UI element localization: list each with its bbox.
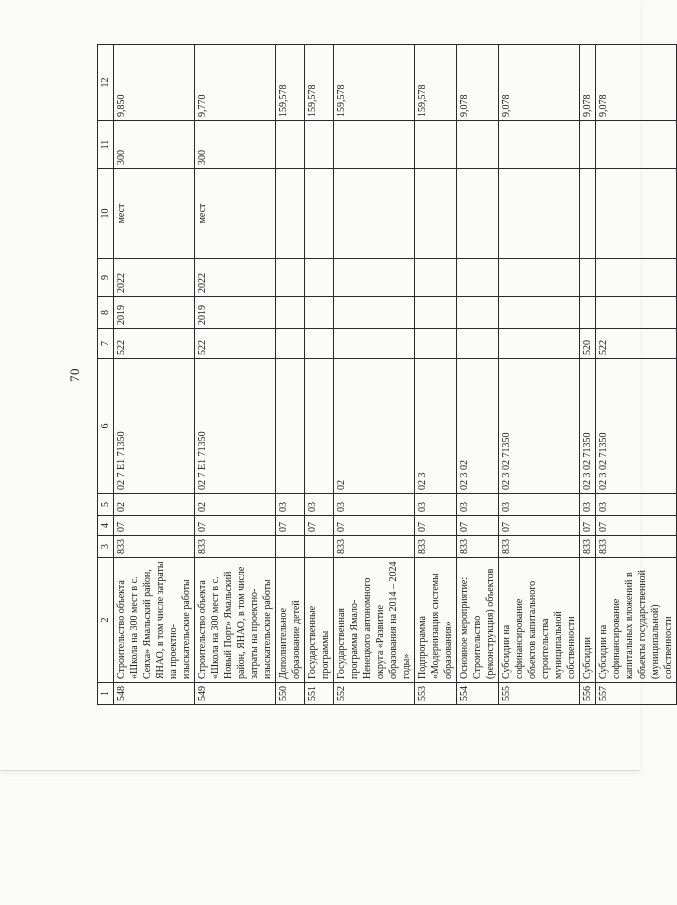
cell-expense-type-code: 522 [195,329,276,359]
cell-target-item-code: 02 7 Е1 71350 [195,359,276,494]
cell-capacity-value [457,121,499,169]
cell-row-number: 553 [415,683,457,705]
cell-section-code: 07 [415,516,457,536]
cell-start-year [580,297,596,329]
column-header-11: 11 [98,121,114,169]
cell-end-year [457,259,499,297]
cell-target-item-code: 02 [334,359,415,494]
cell-capacity-unit [415,169,457,259]
cell-row-number: 549 [195,683,276,705]
cell-subsection-code: 03 [276,494,305,516]
cell-row-number: 557 [596,683,677,705]
cell-amount: 159,578 [276,45,305,121]
cell-start-year [276,297,305,329]
cell-capacity-value [580,121,596,169]
cell-item-name: Дополнительное образование детей [276,558,305,683]
cell-section-code: 07 [114,516,195,536]
cell-amount: 159,578 [415,45,457,121]
cell-row-number: 550 [276,683,305,705]
column-header-9: 9 [98,259,114,297]
cell-start-year: 2019 [114,297,195,329]
cell-row-number: 552 [334,683,415,705]
cell-start-year [499,297,580,329]
cell-start-year [334,297,415,329]
column-header-7: 7 [98,329,114,359]
column-header-6: 6 [98,359,114,494]
rotated-content [67,45,674,705]
cell-capacity-value [305,121,334,169]
cell-section-code: 07 [580,516,596,536]
cell-capacity-unit [499,169,580,259]
cell-expense-type-code [276,329,305,359]
cell-capacity-unit [457,169,499,259]
budget-table [97,44,677,705]
cell-ministry-code: 833 [580,536,596,558]
cell-section-code: 07 [305,516,334,536]
cell-subsection-code: 02 [114,494,195,516]
cell-ministry-code [276,536,305,558]
table-row [580,45,596,705]
cell-start-year: 2019 [195,297,276,329]
cell-subsection-code: 03 [305,494,334,516]
cell-section-code: 07 [596,516,677,536]
cell-capacity-unit [334,169,415,259]
cell-start-year [457,297,499,329]
table-row [276,45,305,705]
table-row [195,45,276,705]
cell-ministry-code: 833 [114,536,195,558]
cell-end-year: 2022 [195,259,276,297]
cell-item-name: Государственные программы [305,558,334,683]
cell-item-name: Субсидии на софинансирование капитальных вложений в объекты государственной (муниципальной) собственности [596,558,677,683]
cell-capacity-value [334,121,415,169]
cell-item-name: Подпрограмма «Модернизация системы образования» [415,558,457,683]
cell-section-code: 07 [499,516,580,536]
table-row [305,45,334,705]
cell-ministry-code: 833 [195,536,276,558]
cell-capacity-value [499,121,580,169]
column-header-1: 1 [98,683,114,705]
cell-end-year [276,259,305,297]
column-header-12: 12 [98,45,114,121]
cell-row-number: 554 [457,683,499,705]
cell-end-year [499,259,580,297]
cell-target-item-code [305,359,334,494]
cell-row-number: 556 [580,683,596,705]
cell-capacity-value [276,121,305,169]
table-row [334,45,415,705]
cell-subsection-code: 02 [195,494,276,516]
cell-end-year [580,259,596,297]
table-row [499,45,580,705]
cell-capacity-unit [580,169,596,259]
cell-capacity-unit: мест [114,169,195,259]
cell-row-number: 548 [114,683,195,705]
cell-item-name: Строительство объекта «Школа на 300 мест в с. Сеяха» Ямальский район, ЯНАО, в том числе затраты на проектно-изыскательские работы [114,558,195,683]
cell-item-name: Субсидии [580,558,596,683]
column-header-3: 3 [98,536,114,558]
cell-subsection-code: 03 [457,494,499,516]
column-header-2: 2 [98,558,114,683]
cell-section-code: 07 [334,516,415,536]
cell-ministry-code: 833 [334,536,415,558]
cell-capacity-value: 300 [195,121,276,169]
cell-end-year [305,259,334,297]
cell-capacity-unit [276,169,305,259]
cell-item-name: Основное мероприятие: Строительство (реконструкция) объектов [457,558,499,683]
cell-ministry-code [305,536,334,558]
cell-amount: 159,578 [305,45,334,121]
cell-subsection-code: 03 [596,494,677,516]
cell-end-year [596,259,677,297]
cell-expense-type-code [415,329,457,359]
cell-item-name: Строительство объекта «Школа на 300 мест в с. Новый Порт» Ямальский район, ЯНАО, в том числе затраты на проектно-изыскательские работы [195,558,276,683]
cell-capacity-unit: мест [195,169,276,259]
cell-amount: 9,770 [195,45,276,121]
table-row [114,45,195,705]
cell-expense-type-code: 522 [596,329,677,359]
cell-capacity-value [415,121,457,169]
page-number: 70 [67,368,82,382]
table-body [114,45,677,705]
column-header-8: 8 [98,297,114,329]
cell-target-item-code: 02 3 [415,359,457,494]
cell-capacity-value [596,121,677,169]
header-row [98,45,114,705]
cell-amount: 9,078 [457,45,499,121]
cell-ministry-code: 833 [415,536,457,558]
column-header-10: 10 [98,169,114,259]
cell-target-item-code [276,359,305,494]
cell-target-item-code: 02 3 02 71350 [580,359,596,494]
cell-row-number: 555 [499,683,580,705]
cell-target-item-code: 02 3 02 71350 [596,359,677,494]
cell-subsection-code: 03 [334,494,415,516]
cell-amount: 9,078 [580,45,596,121]
cell-ministry-code: 833 [457,536,499,558]
cell-section-code: 07 [276,516,305,536]
table-header [98,45,114,705]
cell-start-year [596,297,677,329]
cell-capacity-unit [596,169,677,259]
cell-end-year: 2022 [114,259,195,297]
cell-end-year [415,259,457,297]
cell-start-year [415,297,457,329]
cell-subsection-code: 03 [499,494,580,516]
cell-amount: 159,578 [334,45,415,121]
cell-ministry-code: 833 [499,536,580,558]
column-header-4: 4 [98,516,114,536]
cell-amount: 9,078 [499,45,580,121]
cell-target-item-code: 02 3 02 71350 [499,359,580,494]
cell-item-name: Государственная программа Ямало-Ненецкого автономного округа «Развитие образования на 2014 – 2024 годы» [334,558,415,683]
cell-subsection-code: 03 [580,494,596,516]
cell-ministry-code: 833 [596,536,677,558]
cell-expense-type-code [334,329,415,359]
cell-expense-type-code: 520 [580,329,596,359]
table-row [415,45,457,705]
cell-amount: 9,078 [596,45,677,121]
cell-expense-type-code [457,329,499,359]
cell-row-number: 551 [305,683,334,705]
cell-section-code: 07 [457,516,499,536]
cell-expense-type-code [305,329,334,359]
cell-amount: 9,850 [114,45,195,121]
cell-target-item-code: 02 3 02 [457,359,499,494]
cell-end-year [334,259,415,297]
cell-capacity-value: 300 [114,121,195,169]
cell-section-code: 07 [195,516,276,536]
cell-item-name: Субсидии на софинансирование объектов капитального строительства муниципальной собственности [499,558,580,683]
table-row [596,45,677,705]
cell-expense-type-code: 522 [114,329,195,359]
cell-start-year [305,297,334,329]
column-header-5: 5 [98,494,114,516]
cell-expense-type-code [499,329,580,359]
cell-capacity-unit [305,169,334,259]
cell-subsection-code: 03 [415,494,457,516]
table-row [457,45,499,705]
cell-target-item-code: 02 7 Е1 71350 [114,359,195,494]
